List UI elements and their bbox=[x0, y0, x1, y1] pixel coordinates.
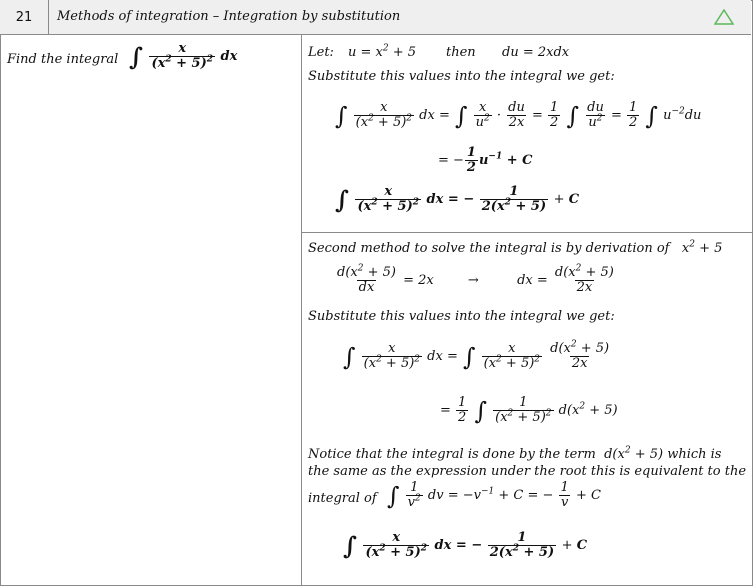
page-title: Methods of integration – Integration by substitution bbox=[57, 9, 401, 24]
substitute-text-1: Substitute this values into the integral we get: bbox=[308, 69, 615, 84]
notice-line-2: the same as the expression under the root this is equivalent to the bbox=[308, 464, 747, 479]
then-label: then bbox=[446, 45, 476, 60]
du-definition: du = 2xdx bbox=[502, 45, 570, 60]
method2-derivative: $\frac{d(x^2 + 5)}{dx}$ = 2x → dx = $\frac{d(x^2 + 5)}{2x}$ bbox=[337, 263, 614, 295]
let-label: Let: bbox=[308, 45, 334, 60]
problem-integral: ∫ $\frac{x}{(x^2 + 5)^2}$ dx bbox=[129, 41, 238, 71]
method2-equation-1: ∫ $\frac{x}{(x^2 + 5)^2}$ dx = ∫ $\frac{x}{(x^2 + 5)^2}$ $\frac{d(x^2 + 5)}{2x}$ bbox=[343, 339, 610, 371]
method2-equation-2: = $\frac{1}{2}$ ∫ $\frac{1}{(x^2 + 5)^2}$ $d(x^2 + 5)$ bbox=[440, 395, 618, 425]
method1-result: ∫ $\frac{x}{(x^2 + 5)^2}$ dx = − $\frac{1}{2(x^2 + 5)}$ + C bbox=[335, 184, 580, 214]
method2-result: ∫ $\frac{x}{(x^2 + 5)^2}$ dx = − $\frac{1}{2(x^2 + 5)}$ + C bbox=[343, 530, 588, 560]
integral-of-expression: ∫ $\frac{1}{v^2}$ dv = $-v^{-1} + C$ = − $\frac{1}{v}$ + C bbox=[387, 480, 601, 510]
integral-of-label: integral of bbox=[308, 491, 377, 506]
method1-equation-2: = − $\frac{1}{2}$ $u^{-1} + C$ bbox=[438, 145, 533, 175]
method2-intro: Second method to solve the integral is by derivation of $x^2 + 5$ bbox=[308, 239, 723, 256]
triangle-icon[interactable] bbox=[714, 9, 734, 29]
problem-prompt: Find the integral bbox=[7, 52, 119, 67]
column-divider bbox=[301, 35, 302, 585]
substitute-text-2: Substitute this values into the integral we get: bbox=[308, 309, 615, 324]
u-definition: $u = x^2 + 5$ bbox=[348, 43, 417, 60]
row-divider bbox=[302, 232, 752, 233]
method1-equation-1: ∫ $\frac{x}{(x^2 + 5)^2}$ dx = ∫ $\frac{x}{u^2}$ · $\frac{du}{2x}$ = $\frac{1}{2}$ ∫ $\frac{du}{u^2}$ = $\frac{1}{2}$ ∫ $u^{-2}du$ bbox=[335, 100, 702, 130]
notice-line-1: Notice that the integral is done by the term $d(x^2 + 5)$ which is bbox=[308, 445, 722, 462]
problem-number: 21 bbox=[0, 0, 49, 34]
header-row bbox=[0, 0, 751, 35]
